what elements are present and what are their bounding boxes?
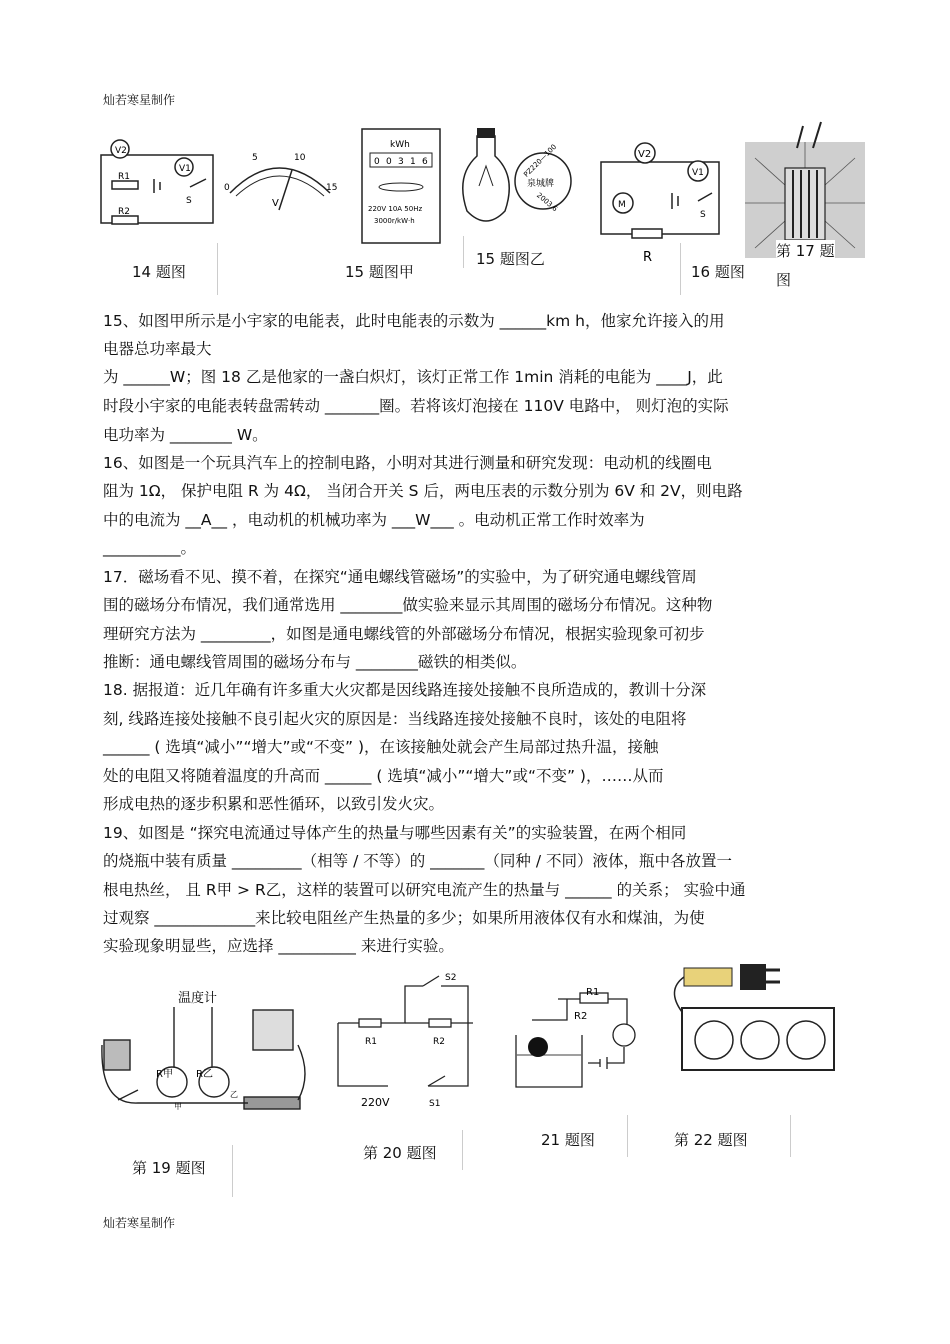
caption-15-jia: 15 题图甲 [345, 263, 414, 281]
svg-text:V1: V1 [179, 164, 191, 174]
bulb-figure [455, 126, 575, 241]
yi-label: 乙 [230, 1090, 238, 1099]
svg-text:S2: S2 [445, 973, 457, 983]
svg-text:10: 10 [294, 153, 306, 163]
caption-divider [462, 1130, 463, 1170]
caption-21: 21 题图 [541, 1131, 595, 1149]
figure-19-apparatus [98, 985, 318, 1120]
figure-22-socket [664, 960, 844, 1075]
caption-20: 第 20 题图 [363, 1144, 437, 1162]
jia-label: 甲 [174, 1102, 182, 1111]
svg-text:V: V [272, 198, 279, 209]
svg-text:S1: S1 [429, 1099, 441, 1109]
text-line: 15、如图甲所示是小宇家的电能表，此时电能表的示数为 ______km h，他家允许接入的用 [103, 312, 725, 330]
page-header: 灿若寒星制作 [103, 93, 176, 107]
text-line: 的烧瓶中装有质量 _________（相等 / 不等）的 _______（同种 / 不同）液体，瓶中各放置一 [103, 852, 733, 870]
svg-text:R: R [643, 250, 653, 265]
figure-14-circuit [98, 135, 218, 245]
caption-15-yi: 15 题图乙 [476, 250, 545, 268]
svg-text:M: M [618, 200, 626, 210]
text-line: 电功率为 ________ W。 [103, 426, 268, 444]
text-line: 推断：通电螺线管周围的磁场分布与 ________磁铁的相类似。 [103, 653, 527, 671]
text-line: 19、如图是 “探究电流通过导体产生的热量与哪些因素有关”的实验装置，在两个相同 [103, 824, 687, 842]
text-line: 根电热丝， 且 R甲 > R乙，这样的装置可以研究电流产生的热量与 ______ 的关系； 实验中通 [103, 881, 746, 899]
text-line: 18. 据报道：近几年确有许多重大火灾都是因线路连接处接触不良所造成的，教训十分深 [103, 681, 707, 699]
svg-text:R1: R1 [118, 172, 130, 182]
svg-text:V2: V2 [638, 149, 652, 160]
meter-spec: 3000r/kW·h [374, 217, 415, 225]
bulb-brand: 泉城牌 [527, 179, 555, 189]
svg-text:V1: V1 [692, 168, 704, 178]
text-line: 形成电热的逐步积累和恶性循环，以致引发火灾。 [103, 795, 445, 813]
svg-text:R2: R2 [574, 1011, 588, 1022]
figure-21-circuit [512, 985, 642, 1095]
svg-text:15: 15 [326, 183, 338, 193]
meter-digit: 1 [410, 157, 416, 167]
svg-text:R2: R2 [433, 1037, 445, 1047]
text-line: 刻, 线路连接处接触不良引起火灾的原因是：当线路连接处接触不良时，该处的电阻将 [103, 710, 687, 728]
caption-divider [463, 236, 464, 268]
text-line: 17．磁场看不见、摸不着，在探究“通电螺线管磁场”的实验中，为了研究通电螺线管周 [103, 568, 697, 586]
meter-digit: 0 [374, 157, 380, 167]
text-line: 实验现象明显些，应选择 __________ 来进行实验。 [103, 937, 454, 955]
caption-divider [232, 1145, 233, 1197]
text-line: 16、如图是一个玩具汽车上的控制电路，小明对其进行测量和研究发现：电动机的线圈电 [103, 454, 712, 472]
text-line: 理研究方法为 _________，如图是通电螺线管的外部磁场分布情况，根据实验现象可初步 [103, 625, 705, 643]
text-line: 阻为 1Ω， 保护电阻 R 为 4Ω， 当闭合开关 S 后，两电压表的示数分别为 6V 和 2V，则电路 [103, 482, 743, 500]
caption-14: 14 题图 [132, 263, 186, 281]
svg-text:V2: V2 [115, 146, 127, 156]
svg-text:R1: R1 [586, 987, 600, 998]
caption-divider [790, 1115, 791, 1157]
text-line: 围的磁场分布情况，我们通常选用 ________做实验来显示其周围的磁场分布情况。这种物 [103, 596, 713, 614]
caption-17-cont: 图 [776, 271, 792, 289]
meter-spec: 220V 10A 50Hz [368, 205, 423, 213]
caption-16: 16 题图 [691, 263, 745, 281]
svg-text:0: 0 [224, 183, 230, 193]
text-line: 过观察 _____________来比较电阻丝产生热量的多少；如果所用液体仅有水和煤油，为使 [103, 909, 705, 927]
text-line: 中的电流为 __A__ ，电动机的机械功率为 ___W___ 。电动机正常工作时效率为 [103, 511, 645, 529]
energy-meter [360, 127, 442, 245]
caption-19: 第 19 题图 [132, 1159, 206, 1177]
caption-divider [627, 1115, 628, 1157]
meter-digit: 0 [386, 157, 392, 167]
meter-unit: kWh [390, 140, 410, 150]
text-line: 时段小宇家的电能表转盘需转动 _______圈。若将该灯泡接在 110V 电路中， 则灯泡的实际 [103, 397, 729, 415]
voltmeter-dial [222, 148, 337, 218]
r-yi-label: R乙 [196, 1069, 213, 1080]
text-line: 处的电阻又将随着温度的升高而 ______ ( 选填“减小”“增大”或“不变” )，……从而 [103, 767, 664, 785]
text-line: __________。 [103, 539, 197, 557]
meter-digit: 6 [422, 157, 428, 167]
caption-divider [680, 243, 681, 295]
caption-17: 第 17 题 [776, 242, 835, 260]
meter-digit: 3 [398, 157, 404, 167]
r-jia-label: R甲 [156, 1069, 173, 1080]
svg-text:R1: R1 [365, 1037, 377, 1047]
text-line: ______ ( 选填“减小”“增大”或“不变” )，在该接触处就会产生局部过热升温，接触 [103, 738, 659, 756]
bulb-rating: PZ220—100 [522, 142, 559, 179]
voltage-220-label: 220V [361, 1096, 390, 1109]
figure-20-circuit [333, 968, 478, 1118]
svg-text:S: S [186, 196, 192, 206]
text-line: 为 ______W；图 18 乙是他家的一盏白炽灯，该灯正常工作 1min 消耗的电能为 ____J，此 [103, 368, 723, 386]
caption-22: 第 22 题图 [674, 1131, 748, 1149]
bulb-date: 2003.6 [535, 191, 559, 214]
svg-text:5: 5 [252, 153, 258, 163]
text-line: 电器总功率最大 [103, 340, 212, 358]
thermometer-label: 温度计 [178, 991, 218, 1006]
figure-16-circuit [598, 135, 723, 265]
caption-divider [217, 243, 218, 295]
svg-text:R2: R2 [118, 207, 130, 217]
page-footer: 灿若寒星制作 [103, 1216, 176, 1230]
svg-text:S: S [700, 210, 706, 220]
